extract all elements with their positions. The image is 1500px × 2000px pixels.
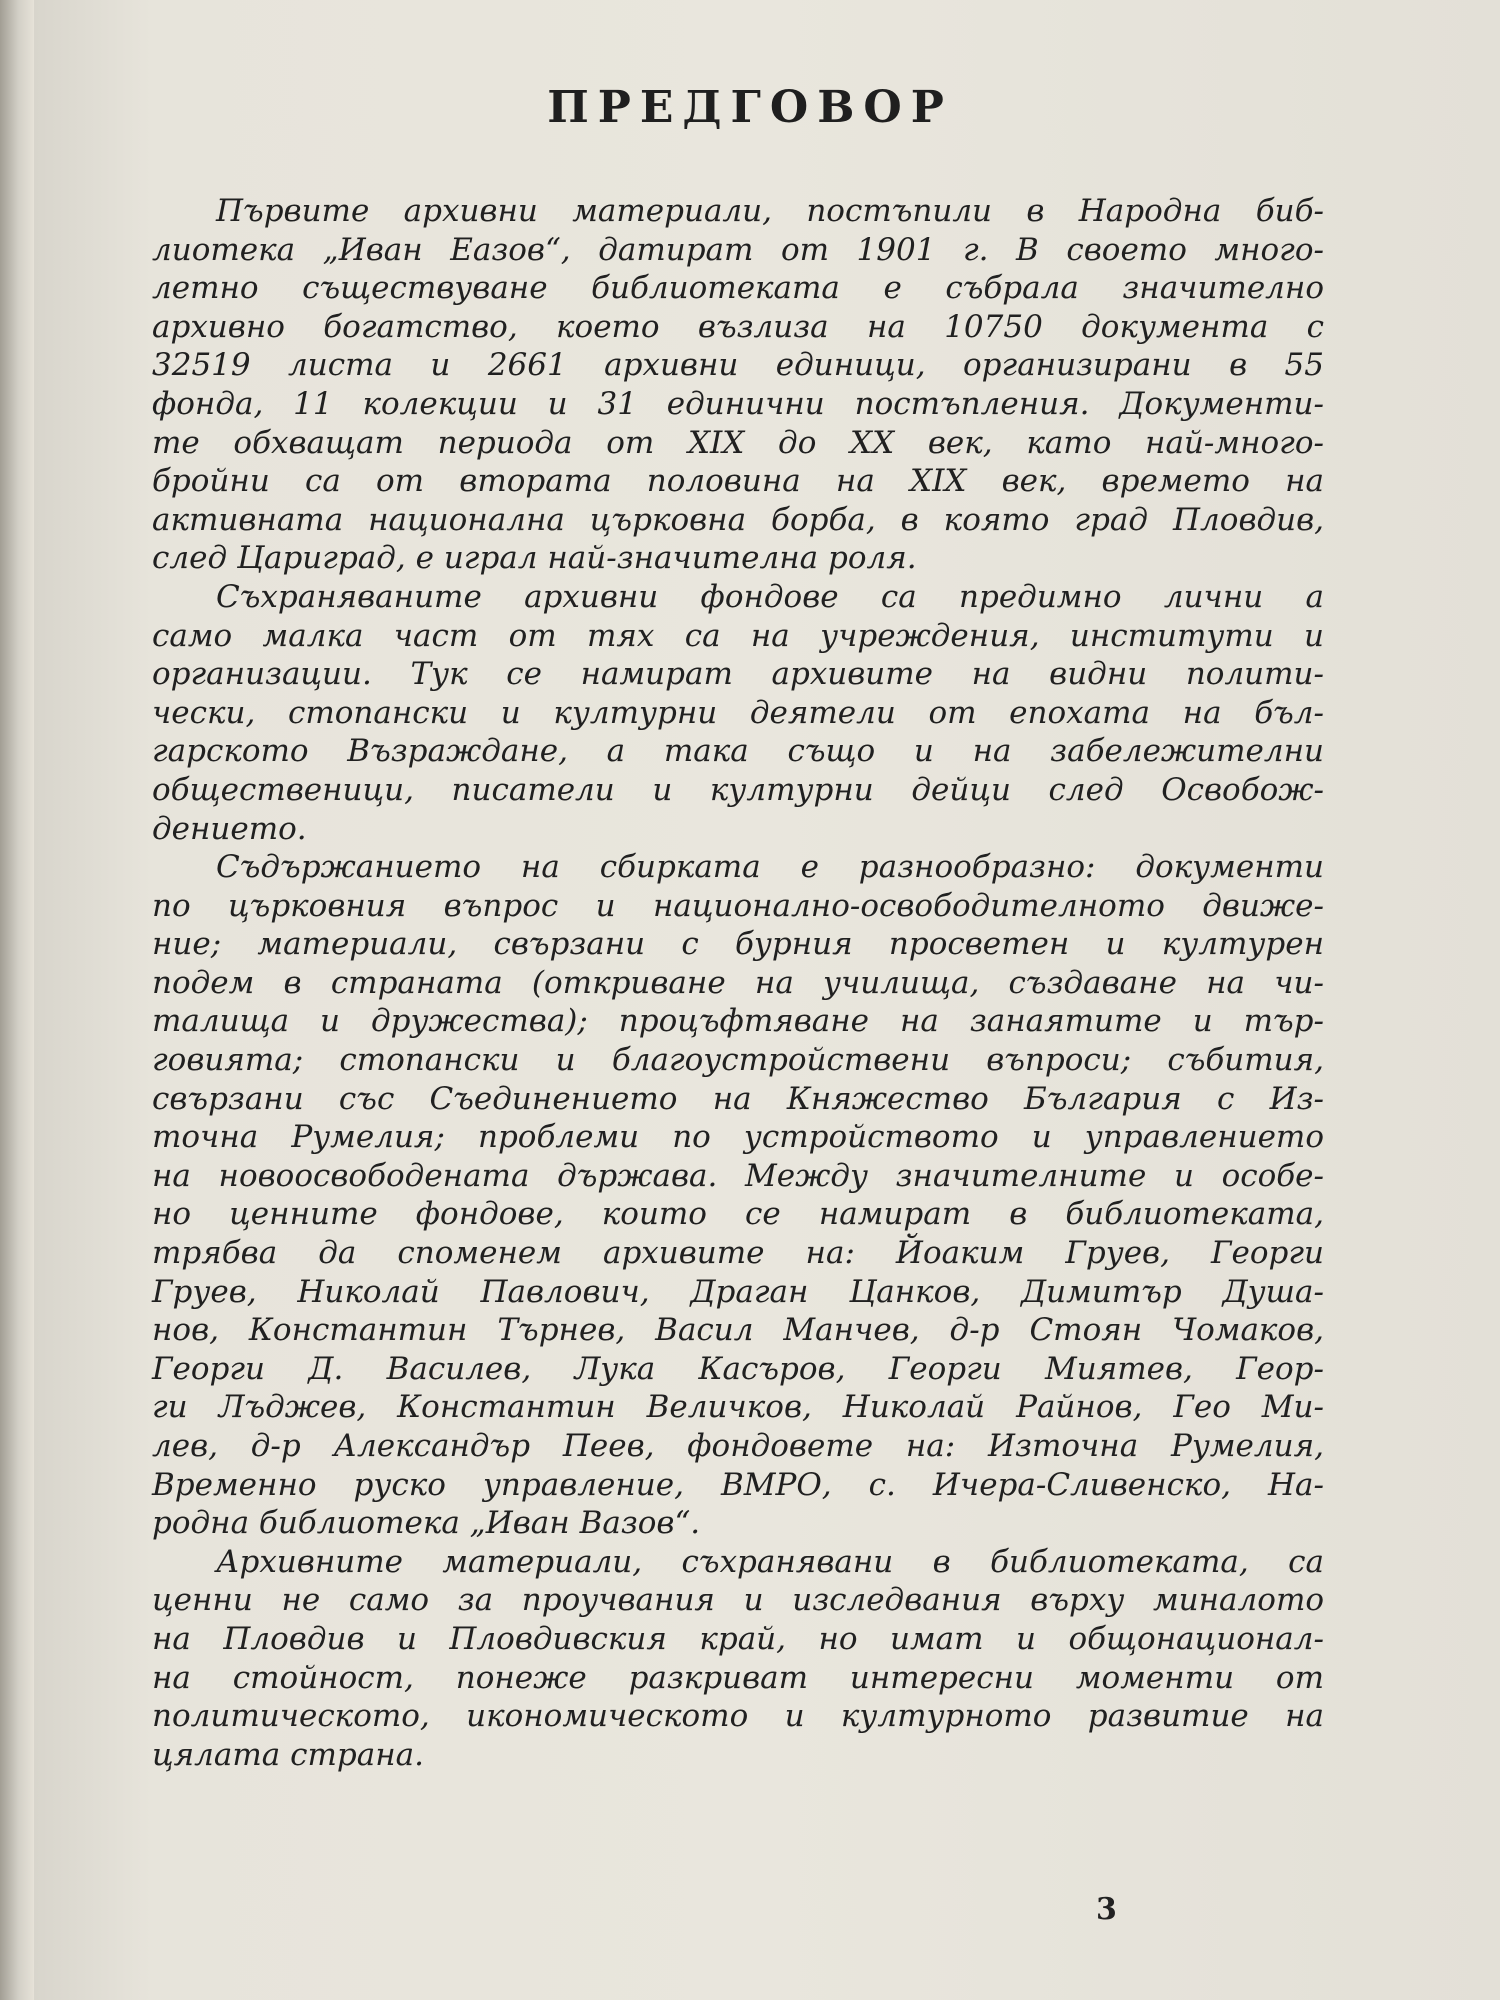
text-line: говията; стопански и благоустройствени въпроси; събития,	[152, 1042, 1324, 1079]
text-line: ценни не само за проучвания и изследвания върху миналото	[152, 1582, 1324, 1619]
text-line: по църковния въпрос и национално-освободителното движе-	[152, 887, 1324, 924]
text-line: архивно богатство, което възлиза на 10750 документа с	[152, 308, 1324, 345]
text-line: Съхраняваните архивни фондове са предимно лични а	[216, 578, 1324, 615]
text-line: талища и дружества); процъфтяване на занаятите и тър-	[152, 1003, 1324, 1040]
text-line: точна Румелия; проблеми по устройството и управлението	[152, 1119, 1324, 1156]
text-line: Временно руско управление, ВМРО, с. Ичера-Сливенско, На-	[152, 1466, 1324, 1503]
text-line: нов, Константин Търнев, Васил Манчев, д-р Стоян Чомаков,	[152, 1312, 1324, 1349]
text-line: на новоосвободената държава. Между значителните и особе-	[152, 1157, 1324, 1194]
text-line: трябва да споменем архивите на: Йоаким Груев, Георги	[152, 1235, 1324, 1272]
text-line: активната национална църковна борба, в която град Пловдив,	[152, 501, 1324, 538]
text-line: след Цариград, е играл най-значителна роля.	[152, 540, 917, 577]
text-line: лев, д-р Александър Пеев, фондовете на: Източна Румелия,	[152, 1428, 1324, 1464]
paragraph-4	[152, 1543, 1324, 1775]
text-line: на Пловдив и Пловдивския край, но имат и общонационал-	[152, 1620, 1324, 1657]
text-line: Архивните материали, съхранявани в библиотеката, са	[216, 1543, 1324, 1580]
text-line: свързани със Съединението на Княжество България с Из-	[152, 1080, 1324, 1117]
text-line: Груев, Николай Павлович, Драган Цанков, Димитър Душа-	[152, 1273, 1324, 1310]
text-line: фонда, 11 колекции и 31 единични постъпления. Документи-	[152, 385, 1324, 422]
page-title: ПРЕДГОВОР	[547, 82, 953, 133]
text-line: дението.	[152, 810, 307, 847]
text-line: ги Лъджев, Константин Величков, Николай Райнов, Гео Ми-	[152, 1389, 1324, 1426]
text-line: цялата страна.	[152, 1736, 424, 1773]
text-line: родна библиотека „Иван Вазов“.	[152, 1505, 701, 1542]
text-line: чески, стопански и културни деятели от епохата на бъл-	[152, 694, 1324, 731]
text-line: само малка част от тях са на учреждения, институти и	[152, 617, 1324, 654]
text-line: Георги Д. Василев, Лука Касъров, Георги Миятев, Геор-	[152, 1350, 1324, 1387]
text-line: общественици, писатели и културни дейци след Освобож-	[152, 771, 1324, 808]
text-line: летно съществуване библиотеката е събрала значително	[152, 270, 1324, 307]
text-line: те обхващат периода от XIX до XX век, като най-много-	[152, 424, 1324, 461]
body-text	[152, 192, 1324, 1774]
text-line: но ценните фондове, които се намират в библиотеката,	[152, 1196, 1324, 1233]
text-line: ние; материали, свързани с бурния просветен и културен	[152, 926, 1324, 963]
text-line: Първите архивни материали, постъпили в Народна биб-	[216, 193, 1324, 229]
text-line: организации. Тук се намират архивите на видни полити-	[152, 656, 1324, 693]
text-line: на стойност, понеже разкриват интересни моменти от	[152, 1659, 1324, 1696]
text-line: 32519 листа и 2661 архивни единици, организирани в 55	[152, 347, 1324, 384]
text-line: лиотека „Иван Eазов“, датират от 1901 г. В своето много-	[152, 231, 1324, 268]
text-line: гарското Възраждане, а така също и на забележителни	[152, 733, 1324, 770]
text-line: Съдържанието на сбирката е разнообразно: документи	[216, 849, 1324, 886]
paragraph-2	[152, 578, 1324, 848]
text-line: политическото, икономическото и културното развитие на	[152, 1698, 1324, 1735]
text-line: бройни са от втората половина на XIX век, времето на	[152, 463, 1324, 500]
book-gutter-shadow	[0, 0, 34, 2000]
page-number: 3	[1096, 1892, 1117, 1927]
text-line: подем в страната (откриване на училища, създаване на чи-	[152, 964, 1324, 1001]
paragraph-3	[152, 848, 1324, 1543]
paragraph-1	[152, 192, 1324, 578]
